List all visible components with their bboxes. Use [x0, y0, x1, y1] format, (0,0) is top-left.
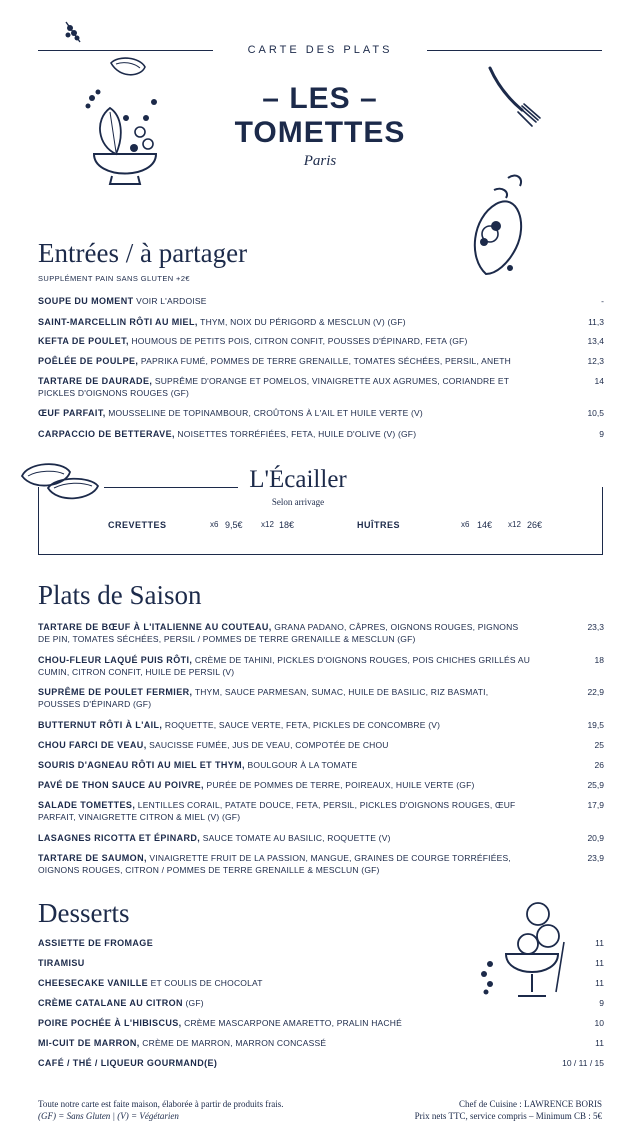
- menu-item: [38, 375, 604, 399]
- menu-item-name: LASAGNES RICOTTA ET ÉPINARD,: [38, 833, 201, 843]
- huitres-name: [357, 520, 400, 530]
- menu-item-name: MI-CUIT DE MARRON,: [38, 1038, 140, 1048]
- menu-item-text: [38, 759, 533, 771]
- menu-item-text: [38, 1057, 533, 1069]
- menu-item-description: GRANA PADANO, CÂPRES, OIGNONS ROUGES, PIGNONS DE PIN, TOMATES SÉCHÉES, PERSIL / POMMES DE TERRE GRENAILLE & MESCLUN (GF): [38, 622, 519, 644]
- menu-item-description: VINAIGRETTE FRUIT DE LA PASSION, MANGUE, GRAINES DE COURGE TORRÉFIÉES, OIGNONS ROUGES, CITRON / POMMES DE TERRE GRENAILLE & MESCLUN (GF): [38, 853, 511, 875]
- menu-item-description: HOUMOUS DE PETITS POIS, CITRON CONFIT, POUSSES D'ÉPINARD, FETA (GF): [128, 336, 468, 346]
- desserts-title: Desserts: [38, 898, 130, 928]
- plats-title: Plats de Saison: [38, 580, 202, 610]
- header-rule-right: [427, 50, 602, 51]
- menu-item-price: 11: [595, 958, 604, 968]
- menu-item-price: 10,5: [587, 408, 604, 418]
- menu-item-description: CRÈME DE MARRON, MARRON CONCASSÉ: [139, 1038, 327, 1048]
- menu-item-description: ET COULIS DE CHOCOLAT: [148, 978, 263, 988]
- menu-item: [38, 316, 604, 328]
- menu-item-name: SALADE TOMETTES,: [38, 800, 136, 810]
- huitres-label: HUÎTRES: [357, 520, 401, 530]
- menu-item-text: [38, 739, 533, 751]
- menu-item: [38, 355, 604, 367]
- menu-item-name: CHOU FARCI DE VEAU,: [38, 740, 147, 750]
- menu-item-price: 14: [594, 376, 604, 386]
- salad-bowl-icon: [80, 88, 170, 192]
- menu-item-price: 10: [594, 1018, 604, 1028]
- footer-note-line1: Toute notre carte est faite maison, élaborée à partir de produits frais.: [38, 1099, 284, 1109]
- menu-item-text: [38, 997, 533, 1009]
- menu-item-price: 11: [595, 978, 604, 988]
- menu-item: [38, 832, 604, 844]
- menu-item: [38, 654, 604, 678]
- menu-item-text: [38, 654, 533, 678]
- menu-item-description: BOULGOUR À LA TOMATE: [244, 760, 358, 770]
- menu-item-name: SOURIS D'AGNEAU RÔTI AU MIEL ET THYM,: [38, 760, 245, 770]
- menu-item: [38, 428, 604, 440]
- crevettes-p1: 9,5€: [225, 520, 243, 530]
- menu-item-text: [38, 295, 533, 307]
- menu-item-description: CRÈME DE TAHINI, PICKLES D'OIGNONS ROUGES, POIS CHICHES GRILLÉS AU CUMIN, CITRON CONFIT, HUILE DE PERSIL (V): [38, 655, 531, 677]
- menu-item: [38, 852, 604, 876]
- menu-item-text: [38, 428, 533, 440]
- menu-item: [38, 1037, 604, 1049]
- menu-item-text: [38, 621, 533, 645]
- menu-item-price: 19,5: [587, 720, 604, 730]
- menu-item-price: 9: [599, 998, 604, 1008]
- menu-item-name: BUTTERNUT RÔTI À L'AIL,: [38, 720, 163, 730]
- menu-item-text: [38, 937, 533, 949]
- crevettes-q1: x6: [210, 520, 219, 529]
- huitres-p2: 26€: [527, 520, 543, 530]
- menu-item-name: POÊLÉE DE POULPE,: [38, 356, 139, 366]
- menu-item-name: POIRE POCHÉE À L'HIBISCUS,: [38, 1018, 182, 1028]
- menu-item: [38, 739, 604, 751]
- restaurant-logo: [230, 84, 410, 169]
- menu-item-description: THYM, NOIX DU PÉRIGORD & MESCLUN (V) (GF): [197, 317, 406, 327]
- huitres-q2: x12: [508, 520, 521, 529]
- menu-item-text: [38, 779, 533, 791]
- menu-item-text: [38, 799, 533, 823]
- menu-item-price: 25,9: [587, 780, 604, 790]
- menu-item-text: [38, 957, 533, 969]
- entrees-note: SUPPLÉMENT PAIN SANS GLUTEN +2€: [38, 274, 190, 283]
- menu-item-text: [38, 1037, 533, 1049]
- menu-item-description: THYM, SAUCE PARMESAN, SUMAC, HUILE DE BASILIC, RIZ BASMATI, POUSSES D'ÉPINARD (GF): [38, 687, 489, 709]
- ice-cream-coupe-icon: [476, 900, 572, 1004]
- menu-item-description: (GF): [182, 998, 204, 1008]
- menu-item-price: 10 / 11 / 15: [562, 1058, 604, 1068]
- footer-prices-note: Prix nets TTC, service compris – Minimum CB : 5€: [414, 1111, 602, 1121]
- menu-item-text: [38, 375, 533, 399]
- menu-item-description: SAUCISSE FUMÉE, JUS DE VEAU, COMPOTÉE DE CHOU: [146, 740, 389, 750]
- menu-item: [38, 779, 604, 791]
- menu-item-description: SAUCE TOMATE AU BASILIC, ROQUETTE (V): [200, 833, 391, 843]
- menu-item-description: PURÉE DE POMMES DE TERRE, POIREAUX, HUILE VERTE (GF): [203, 780, 475, 790]
- menu-item: [38, 799, 604, 823]
- crevettes-name: [108, 520, 167, 530]
- menu-item-description: PAPRIKA FUMÉ, POMMES DE TERRE GRENAILLE, TOMATES SÉCHÉES, PERSIL, ANETH: [138, 356, 511, 366]
- menu-item-name: ASSIETTE DE FROMAGE: [38, 938, 154, 948]
- menu-item-name: CHOU-FLEUR LAQUÉ PUIS RÔTI,: [38, 655, 193, 665]
- menu-item-text: [38, 832, 533, 844]
- menu-item-text: [38, 335, 533, 347]
- logo-line-tomettes: TOMETTES: [234, 116, 406, 149]
- menu-item-price: 23,3: [587, 622, 604, 632]
- menu-item-price: 9: [599, 429, 604, 439]
- menu-item-price: -: [601, 296, 604, 306]
- menu-item-price: 11: [595, 938, 604, 948]
- menu-item-text: [38, 719, 533, 731]
- menu-item-description: CRÈME MASCARPONE AMARETTO, PRALIN HACHÉ: [181, 1018, 402, 1028]
- menu-item-name: CHEESECAKE VANILLE: [38, 978, 149, 988]
- crevettes-label: CREVETTES: [108, 520, 167, 530]
- menu-item-price: 11: [595, 1038, 604, 1048]
- menu-item-text: [38, 686, 533, 710]
- menu-item-description: NOISETTES TORRÉFIÉES, FETA, HUILE D'OLIVE (V) (GF): [174, 429, 417, 439]
- menu-item: [38, 621, 604, 645]
- herb-sprig-icon: [62, 20, 86, 46]
- menu-item: [38, 335, 604, 347]
- menu-item-price: 20,9: [587, 833, 604, 843]
- crevettes-p2: 18€: [279, 520, 295, 530]
- menu-item-name: KEFTA DE POULET,: [38, 336, 129, 346]
- menu-item-price: 17,9: [587, 800, 604, 810]
- menu-item-name: CAFÉ / THÉ / LIQUEUR GOURMAND(E): [38, 1058, 218, 1068]
- menu-item: [38, 295, 604, 307]
- menu-item-description: VOIR L'ARDOISE: [133, 296, 207, 306]
- menu-item: [38, 719, 604, 731]
- menu-item: [38, 686, 604, 710]
- header-kicker: CARTE DES PLATS: [247, 44, 393, 56]
- fork-icon: [484, 64, 544, 130]
- menu-item-name: SOUPE DU MOMENT: [38, 296, 134, 306]
- menu-item-name: PAVÉ DE THON SAUCE AU POIVRE,: [38, 780, 204, 790]
- menu-item: [38, 1057, 604, 1069]
- menu-item-name: SUPRÊME DE POULET FERMIER,: [38, 687, 193, 697]
- menu-item-text: [38, 355, 533, 367]
- oyster-shell-icon: [108, 55, 148, 81]
- menu-item-name: TARTARE DE BŒUF À L'ITALIENNE AU COUTEAU,: [38, 622, 272, 632]
- menu-item-name: CRÈME CATALANE AU CITRON: [38, 998, 183, 1008]
- menu-item: [38, 407, 604, 419]
- menu-item-name: TARTARE DE DAURADE,: [38, 376, 153, 386]
- menu-item-name: SAINT-MARCELLIN RÔTI AU MIEL,: [38, 317, 198, 327]
- dish-plate-icon: [466, 168, 530, 280]
- menu-item-price: 23,9: [587, 853, 604, 863]
- menu-item-name: CARPACCIO DE BETTERAVE,: [38, 429, 175, 439]
- menu-item-price: 25: [594, 740, 604, 750]
- footer-chef: Chef de Cuisine : LAWRENCE BORIS: [458, 1099, 602, 1109]
- menu-item-price: 26: [594, 760, 604, 770]
- menu-item-text: [38, 977, 533, 989]
- menu-item-name: TIRAMISU: [38, 958, 85, 968]
- menu-item-text: [38, 852, 533, 876]
- huitres-q1: x6: [461, 520, 470, 529]
- menu-item-description: LENTILLES CORAIL, PATATE DOUCE, FETA, PERSIL, PICKLES D'OIGNONS ROUGES, ŒUF PARFAIT, VINAIGRETTE CITRON & MIEL (V) (GF): [38, 800, 516, 822]
- menu-item-name: TARTARE DE SAUMON,: [38, 853, 147, 863]
- menu-item-price: 13,4: [587, 336, 604, 346]
- ecailler-subtitle: Selon arrivage: [271, 497, 325, 507]
- menu-item-price: 22,9: [587, 687, 604, 697]
- menu-item: [38, 1017, 604, 1029]
- menu-item-text: [38, 1017, 533, 1029]
- menu-item-text: [38, 316, 533, 328]
- menu-item-description: SUPRÊME D'ORANGE ET POMELOS, VINAIGRETTE AUX AGRUMES, CORIANDRE ET PICKLES D'OIGNONS ROUGES (GF): [38, 376, 509, 398]
- menu-item-price: 12,3: [587, 356, 604, 366]
- crevettes-q2: x12: [261, 520, 274, 529]
- menu-item-description: ROQUETTE, SAUCE VERTE, FETA, PICKLES DE CONCOMBRE (V): [162, 720, 441, 730]
- menu-item-price: 11,3: [588, 317, 604, 327]
- menu-item-name: ŒUF PARFAIT,: [38, 408, 106, 418]
- entrees-title: Entrées / à partager: [38, 238, 248, 268]
- huitres-p1: 14€: [477, 520, 493, 530]
- menu-item-price: 18: [594, 655, 604, 665]
- ecailler-title: L'Écailler: [238, 466, 358, 494]
- menu-item-description: MOUSSELINE DE TOPINAMBOUR, CROÛTONS À L'AIL ET HUILE VERTE (V): [105, 408, 423, 418]
- menu-item: [38, 759, 604, 771]
- footer-note-line2: (GF) = Sans Gluten | (V) = Végétarien: [38, 1111, 179, 1121]
- menu-item-text: [38, 407, 533, 419]
- logo-line-paris: Paris: [303, 153, 337, 169]
- logo-line-les: – LES –: [262, 82, 378, 115]
